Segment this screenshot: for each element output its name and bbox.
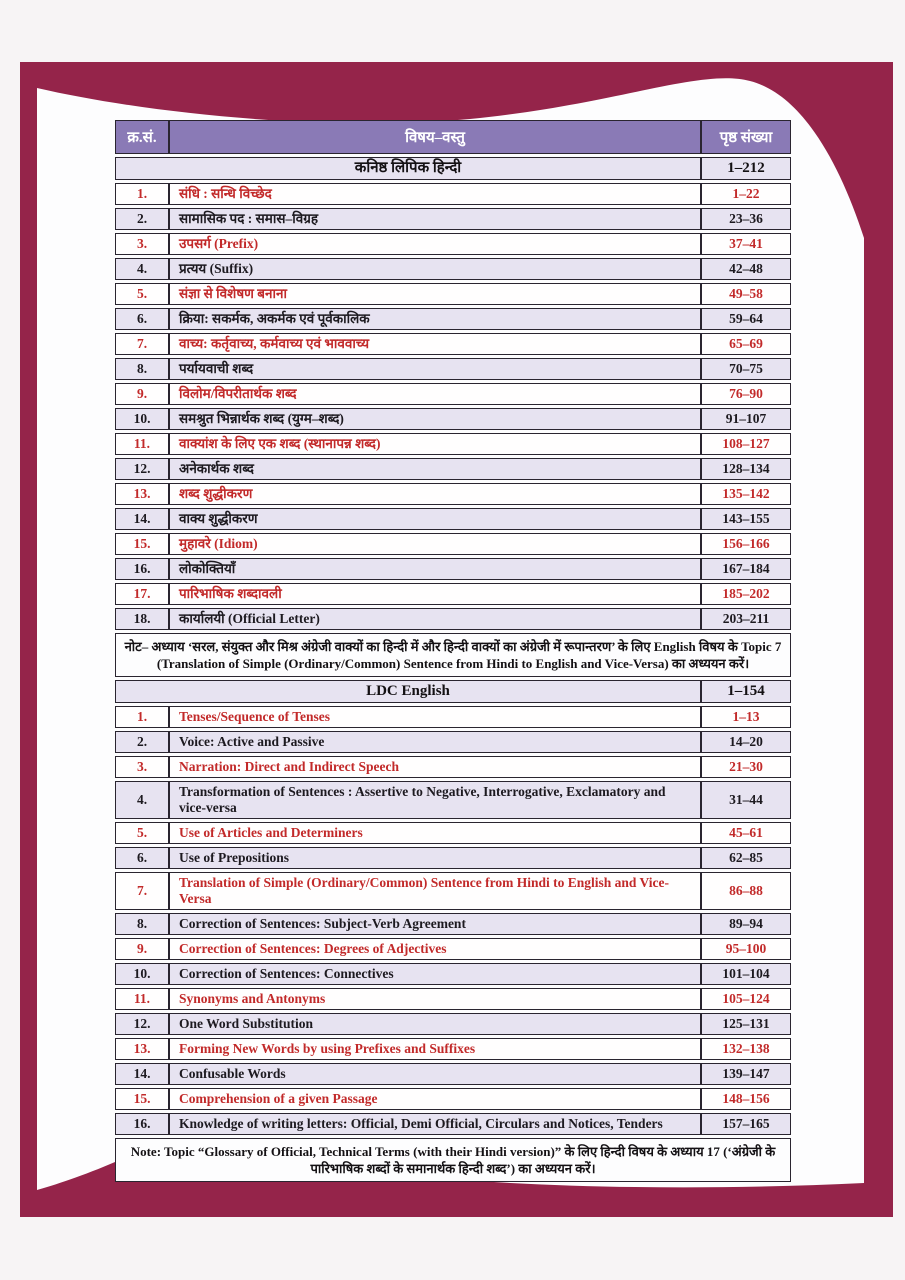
row-serial: 7. bbox=[115, 333, 169, 355]
row-pages: 132–138 bbox=[701, 1038, 791, 1060]
row-serial: 17. bbox=[115, 583, 169, 605]
row-serial: 12. bbox=[115, 458, 169, 480]
row-serial: 13. bbox=[115, 483, 169, 505]
row-pages: 1–13 bbox=[701, 706, 791, 728]
toc-row bbox=[115, 1063, 791, 1085]
section-note-row bbox=[115, 1138, 791, 1182]
row-pages: 139–147 bbox=[701, 1063, 791, 1085]
row-serial: 10. bbox=[115, 408, 169, 430]
row-topic: Correction of Sentences: Subject-Verb Agreement bbox=[169, 913, 701, 935]
row-topic: संधि : सन्धि विच्छेद bbox=[169, 183, 701, 205]
row-pages: 101–104 bbox=[701, 963, 791, 985]
row-pages: 91–107 bbox=[701, 408, 791, 430]
row-topic: प्रत्यय (Suffix) bbox=[169, 258, 701, 280]
row-pages: 125–131 bbox=[701, 1013, 791, 1035]
row-serial: 13. bbox=[115, 1038, 169, 1060]
row-topic: Translation of Simple (Ordinary/Common) Sentence from Hindi to English and Vice-Versa bbox=[169, 872, 701, 910]
row-topic: शब्द शुद्धीकरण bbox=[169, 483, 701, 505]
row-serial: 4. bbox=[115, 258, 169, 280]
row-topic: Use of Prepositions bbox=[169, 847, 701, 869]
row-topic: पर्यायवाची शब्द bbox=[169, 358, 701, 380]
row-pages: 23–36 bbox=[701, 208, 791, 230]
toc-table bbox=[115, 117, 791, 1185]
row-topic: समश्रुत भिन्नार्थक शब्द (युग्म–शब्द) bbox=[169, 408, 701, 430]
toc-row bbox=[115, 408, 791, 430]
row-serial: 16. bbox=[115, 1113, 169, 1135]
row-pages: 86–88 bbox=[701, 872, 791, 910]
row-serial: 5. bbox=[115, 822, 169, 844]
toc-row bbox=[115, 1088, 791, 1110]
row-serial: 8. bbox=[115, 913, 169, 935]
row-topic: क्रिया: सकर्मक, अकर्मक एवं पूर्वकालिक bbox=[169, 308, 701, 330]
row-serial: 4. bbox=[115, 781, 169, 819]
toc-row bbox=[115, 963, 791, 985]
row-serial: 14. bbox=[115, 1063, 169, 1085]
toc-row bbox=[115, 913, 791, 935]
toc-row bbox=[115, 458, 791, 480]
row-pages: 49–58 bbox=[701, 283, 791, 305]
toc-row bbox=[115, 258, 791, 280]
section-pages: 1–154 bbox=[701, 680, 791, 703]
table-of-contents bbox=[115, 117, 791, 1185]
row-pages: 21–30 bbox=[701, 756, 791, 778]
row-pages: 76–90 bbox=[701, 383, 791, 405]
row-pages: 31–44 bbox=[701, 781, 791, 819]
row-topic: Voice: Active and Passive bbox=[169, 731, 701, 753]
row-pages: 37–41 bbox=[701, 233, 791, 255]
row-serial: 6. bbox=[115, 308, 169, 330]
row-topic: उपसर्ग (Prefix) bbox=[169, 233, 701, 255]
section-title: कनिष्ठ लिपिक हिन्दी bbox=[115, 157, 701, 180]
toc-row bbox=[115, 583, 791, 605]
row-topic: वाच्य: कर्तृवाच्य, कर्मवाच्य एवं भाववाच्य bbox=[169, 333, 701, 355]
toc-row bbox=[115, 988, 791, 1010]
row-pages: 42–48 bbox=[701, 258, 791, 280]
row-topic: Transformation of Sentences : Assertive to Negative, Interrogative, Exclamatory and vice-versa bbox=[169, 781, 701, 819]
row-pages: 45–61 bbox=[701, 822, 791, 844]
row-pages: 156–166 bbox=[701, 533, 791, 555]
toc-row bbox=[115, 533, 791, 555]
row-serial: 6. bbox=[115, 847, 169, 869]
header-subject: विषय–वस्तु bbox=[169, 120, 701, 154]
toc-row bbox=[115, 208, 791, 230]
row-serial: 1. bbox=[115, 183, 169, 205]
toc-row bbox=[115, 706, 791, 728]
row-pages: 59–64 bbox=[701, 308, 791, 330]
toc-row bbox=[115, 1038, 791, 1060]
row-pages: 65–69 bbox=[701, 333, 791, 355]
toc-row bbox=[115, 756, 791, 778]
toc-row bbox=[115, 358, 791, 380]
section-header-row bbox=[115, 157, 791, 180]
toc-body bbox=[115, 157, 791, 1182]
row-topic: Tenses/Sequence of Tenses bbox=[169, 706, 701, 728]
toc-row bbox=[115, 383, 791, 405]
row-pages: 108–127 bbox=[701, 433, 791, 455]
toc-row bbox=[115, 608, 791, 630]
row-topic: Comprehension of a given Passage bbox=[169, 1088, 701, 1110]
row-topic: सामासिक पद : समास–विग्रह bbox=[169, 208, 701, 230]
row-serial: 9. bbox=[115, 938, 169, 960]
row-serial: 10. bbox=[115, 963, 169, 985]
toc-row bbox=[115, 731, 791, 753]
row-topic: Forming New Words by using Prefixes and Suffixes bbox=[169, 1038, 701, 1060]
section-note: Note: Topic “Glossary of Official, Technical Terms (with their Hindi version)” के लिए हिन्दी विषय के अध्याय 17 (‘अंग्रेजी के पारिभाषिक शब्दों के समानार्थक हिन्दी शब्द’) का अध्ययन करें। bbox=[115, 1138, 791, 1182]
row-pages: 89–94 bbox=[701, 913, 791, 935]
toc-row bbox=[115, 938, 791, 960]
row-serial: 15. bbox=[115, 1088, 169, 1110]
row-pages: 62–85 bbox=[701, 847, 791, 869]
row-pages: 203–211 bbox=[701, 608, 791, 630]
row-topic: Correction of Sentences: Connectives bbox=[169, 963, 701, 985]
row-pages: 70–75 bbox=[701, 358, 791, 380]
row-serial: 1. bbox=[115, 706, 169, 728]
toc-row bbox=[115, 483, 791, 505]
row-pages: 105–124 bbox=[701, 988, 791, 1010]
toc-row bbox=[115, 1013, 791, 1035]
toc-row bbox=[115, 508, 791, 530]
row-topic: Knowledge of writing letters: Official, Demi Official, Circulars and Notices, Tenders bbox=[169, 1113, 701, 1135]
toc-row bbox=[115, 183, 791, 205]
row-pages: 135–142 bbox=[701, 483, 791, 505]
row-topic: Use of Articles and Determiners bbox=[169, 822, 701, 844]
toc-header-row bbox=[115, 120, 791, 154]
row-serial: 2. bbox=[115, 731, 169, 753]
row-serial: 11. bbox=[115, 988, 169, 1010]
toc-row bbox=[115, 781, 791, 819]
header-pages: पृष्ठ संख्या bbox=[701, 120, 791, 154]
row-serial: 5. bbox=[115, 283, 169, 305]
section-header-row bbox=[115, 680, 791, 703]
row-serial: 3. bbox=[115, 233, 169, 255]
row-serial: 2. bbox=[115, 208, 169, 230]
row-pages: 128–134 bbox=[701, 458, 791, 480]
row-serial: 18. bbox=[115, 608, 169, 630]
toc-row bbox=[115, 433, 791, 455]
row-topic: पारिभाषिक शब्दावली bbox=[169, 583, 701, 605]
row-pages: 157–165 bbox=[701, 1113, 791, 1135]
toc-row bbox=[115, 872, 791, 910]
row-topic: मुहावरे (Idiom) bbox=[169, 533, 701, 555]
row-pages: 185–202 bbox=[701, 583, 791, 605]
row-topic: Confusable Words bbox=[169, 1063, 701, 1085]
row-serial: 3. bbox=[115, 756, 169, 778]
row-serial: 7. bbox=[115, 872, 169, 910]
row-topic: वाक्य शुद्धीकरण bbox=[169, 508, 701, 530]
section-note: नोट– अध्याय ‘सरल, संयुक्त और मिश्र अंग्रेजी वाक्यों का हिन्दी में और हिन्दी वाक्यों का अंग्रेजी में रूपान्तरण’ के लिए English विषय के Topic 7 (Translation of Simple (Ordinary/Common) Sentence from Hindi to English and Vice-Versa) का अध्ययन करें। bbox=[115, 633, 791, 677]
toc-row bbox=[115, 283, 791, 305]
toc-row bbox=[115, 558, 791, 580]
toc-row bbox=[115, 1113, 791, 1135]
row-topic: वाक्यांश के लिए एक शब्द (स्थानापन्न शब्द) bbox=[169, 433, 701, 455]
section-note-row bbox=[115, 633, 791, 677]
row-topic: लोकोक्तियाँ bbox=[169, 558, 701, 580]
row-serial: 12. bbox=[115, 1013, 169, 1035]
row-topic: विलोम/विपरीतार्थक शब्द bbox=[169, 383, 701, 405]
row-pages: 167–184 bbox=[701, 558, 791, 580]
toc-row bbox=[115, 333, 791, 355]
row-topic: अनेकार्थक शब्द bbox=[169, 458, 701, 480]
row-serial: 11. bbox=[115, 433, 169, 455]
section-title: LDC English bbox=[115, 680, 701, 703]
row-serial: 15. bbox=[115, 533, 169, 555]
row-pages: 14–20 bbox=[701, 731, 791, 753]
row-topic: कार्यालयी (Official Letter) bbox=[169, 608, 701, 630]
row-serial: 8. bbox=[115, 358, 169, 380]
row-pages: 143–155 bbox=[701, 508, 791, 530]
header-serial: क्र.सं. bbox=[115, 120, 169, 154]
row-topic: One Word Substitution bbox=[169, 1013, 701, 1035]
row-pages: 1–22 bbox=[701, 183, 791, 205]
row-topic: Narration: Direct and Indirect Speech bbox=[169, 756, 701, 778]
toc-row bbox=[115, 233, 791, 255]
row-serial: 9. bbox=[115, 383, 169, 405]
row-topic: Synonyms and Antonyms bbox=[169, 988, 701, 1010]
row-serial: 16. bbox=[115, 558, 169, 580]
section-pages: 1–212 bbox=[701, 157, 791, 180]
row-topic: Correction of Sentences: Degrees of Adjectives bbox=[169, 938, 701, 960]
row-topic: संज्ञा से विशेषण बनाना bbox=[169, 283, 701, 305]
row-pages: 148–156 bbox=[701, 1088, 791, 1110]
toc-row bbox=[115, 847, 791, 869]
row-pages: 95–100 bbox=[701, 938, 791, 960]
row-serial: 14. bbox=[115, 508, 169, 530]
toc-row bbox=[115, 308, 791, 330]
toc-row bbox=[115, 822, 791, 844]
